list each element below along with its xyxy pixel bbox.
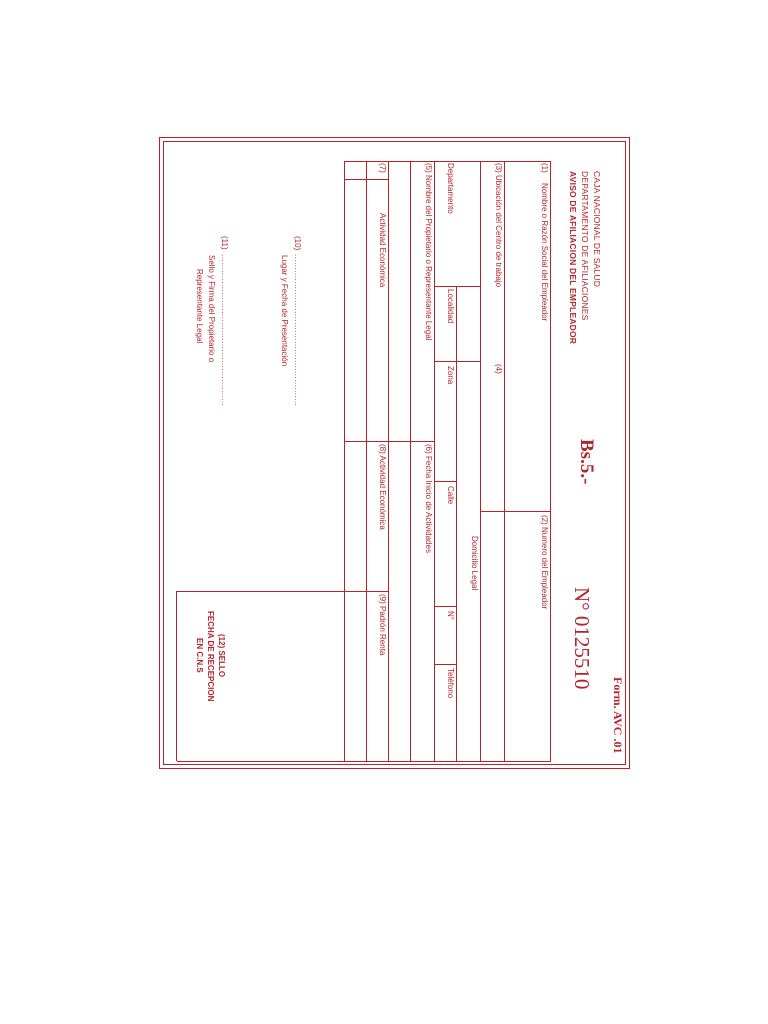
field-10-label: Lugar y Fecha de Presentación <box>280 255 289 367</box>
numero-label: N° <box>446 611 455 620</box>
localidad-label: Localidad <box>446 289 455 324</box>
org-name: CAJA NACIONAL DE SALUD <box>592 171 602 288</box>
table-col-line <box>345 441 389 442</box>
stamp-box-bottom <box>176 591 177 761</box>
form-title: AVISO DE AFILIACION DEL EMPLEADOR <box>568 171 578 345</box>
table-left-border <box>345 161 551 162</box>
table-row-line <box>456 286 457 761</box>
field-10-line: ........................................................ <box>293 254 302 407</box>
table-col-line <box>389 441 435 442</box>
table-top-border <box>550 161 551 761</box>
table-row-line <box>434 161 435 761</box>
field-5-label: (5) Nombre del Propietario o Representante Legal <box>424 163 433 341</box>
table-row-line <box>366 161 367 761</box>
field-8-label: (8) Actividad Económica <box>378 444 387 530</box>
price: Bs.5.- <box>576 439 597 485</box>
calle-label: Calle <box>446 486 455 505</box>
field-1-number: (1) <box>540 163 549 173</box>
stamp-subtitle-2: EN C.N.S <box>195 638 204 673</box>
field-10-number: (10) <box>293 236 302 251</box>
table-row-line <box>480 161 481 761</box>
field-7-number: (7) <box>378 163 387 173</box>
stamp-subtitle: FECHA DE RECEPCION <box>206 611 215 702</box>
field-11-label: Sello y Firma del Propietario o <box>207 255 216 363</box>
table-col-line <box>435 286 481 287</box>
table-col-line <box>345 591 389 592</box>
zona-label: Zona <box>446 366 455 385</box>
table-row-line <box>388 161 389 761</box>
field-3-label: (3) Ubicación del Centro de trabajo <box>494 163 503 288</box>
table-col-line <box>435 481 457 482</box>
table-col-line <box>481 511 551 512</box>
field-1-label: Nombre o Razón Social del Empleador <box>540 183 549 322</box>
table-col-line <box>435 361 481 362</box>
stamp-title: (12) SELLO <box>217 634 226 678</box>
table-col-line <box>345 179 389 180</box>
table-row-line <box>410 161 411 761</box>
field-2-label: (2) Numero del Empleador <box>540 515 549 610</box>
field-4-label: (4) <box>494 364 503 374</box>
table-row-line <box>504 161 505 761</box>
departamento-label: Departamento <box>446 163 455 214</box>
table-col-line <box>435 664 457 665</box>
field-11-number: (11) <box>220 236 229 250</box>
actividad-label: Actividad Económica <box>378 213 387 288</box>
form-code: Form. AVC .01 <box>611 677 625 754</box>
stamp-box-left <box>177 591 345 592</box>
field-6-label: (6) Fecha Inicio de Actividades <box>424 444 433 553</box>
table-row-line <box>344 161 345 761</box>
stamp-box-right <box>177 761 345 762</box>
serial-number: N° 0125510 <box>570 587 594 690</box>
field-9-label: (9) Padrón Renta <box>378 594 387 656</box>
domicilio-label: Domicilio Legal <box>470 536 479 591</box>
department-name: DEPARTAMENTO DE AFILIACIONES <box>580 171 590 321</box>
telefono-label: Teléfono <box>446 668 455 699</box>
table-right-border <box>345 761 551 762</box>
affiliation-form <box>163 141 626 765</box>
field-11-line: ........................................................ <box>220 254 229 407</box>
field-11-label-2: Representante Legal <box>195 269 204 344</box>
table-col-line <box>435 606 457 607</box>
